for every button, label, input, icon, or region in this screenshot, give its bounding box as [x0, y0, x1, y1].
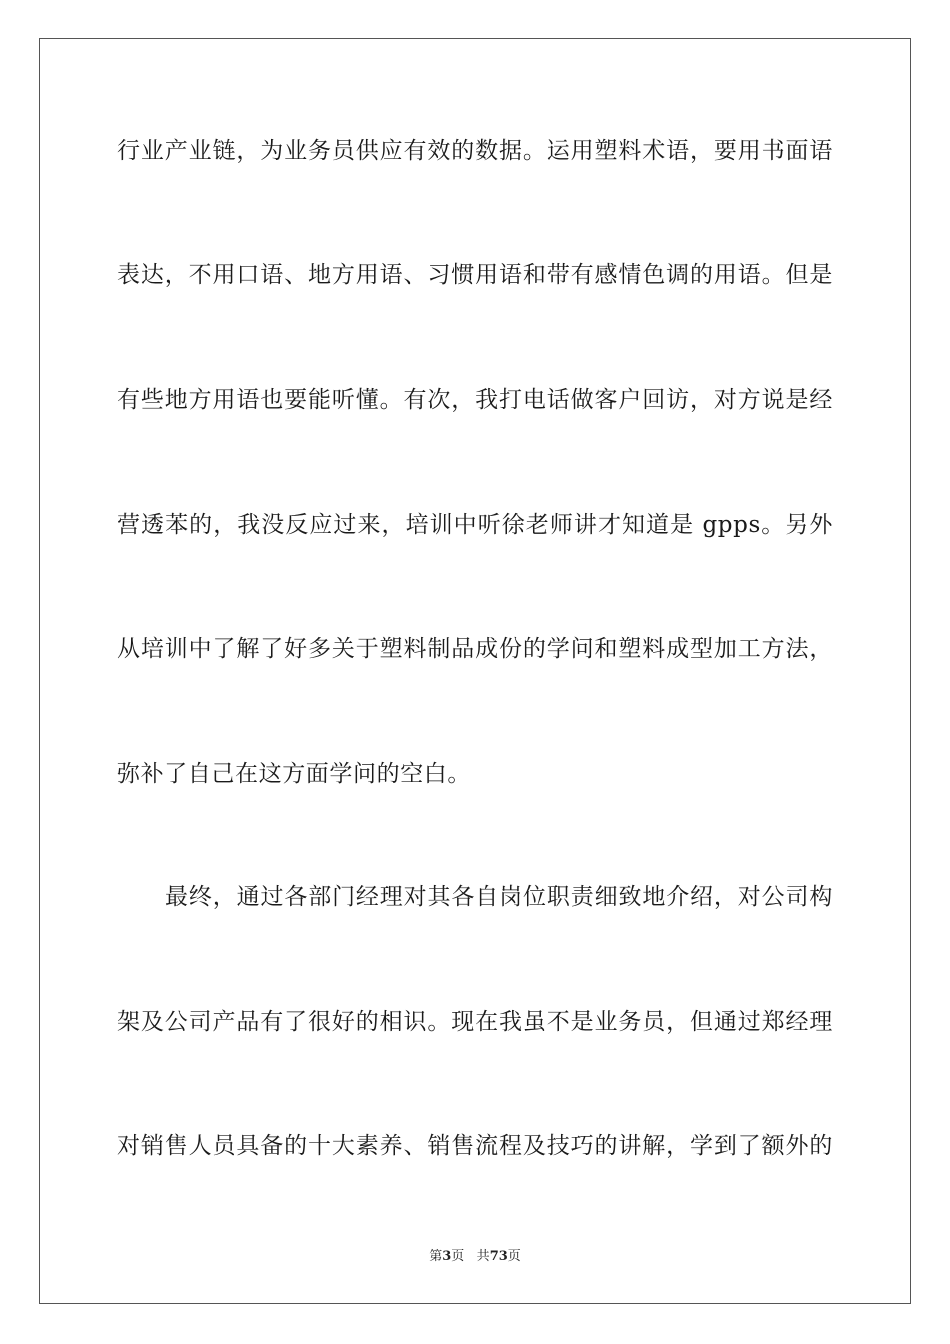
footer-total-prefix: 共 — [476, 1249, 490, 1264]
paragraph-line-7: 最终，通过各部门经理对其各自岗位职责细致地介绍，对公司构 — [165, 884, 833, 910]
paragraph-line-2: 表达，不用口语、地方用语、习惯用语和带有感情色调的用语。但是 — [117, 262, 833, 288]
page-footer — [0, 1249, 950, 1265]
footer-page-number: 3 — [442, 1249, 452, 1264]
footer-total-suffix: 页 — [507, 1249, 521, 1264]
paragraph-line-6: 弥补了自己在这方面学问的空白。 — [117, 761, 471, 787]
paragraph-line-3: 有些地方用语也要能听懂。有次，我打电话做客户回访，对方说是经 — [117, 387, 833, 413]
footer-page-suffix: 页 — [451, 1249, 465, 1264]
paragraph-line-8: 架及公司产品有了很好的相识。现在我虽不是业务员，但通过郑经理 — [117, 1009, 833, 1035]
paragraph-line-5: 从培训中了解了好多关于塑料制品成份的学问和塑料成型加工方法， — [117, 636, 833, 662]
paragraph-line-9: 对销售人员具备的十大素养、销售流程及技巧的讲解，学到了额外的 — [117, 1133, 833, 1159]
page-border — [39, 38, 911, 1304]
footer-total-pages: 73 — [489, 1249, 508, 1264]
paragraph-line-4: 营透苯的，我没反应过来，培训中听徐老师讲才知道是 gpps。另外 — [117, 512, 833, 538]
footer-page-prefix: 第 — [429, 1249, 443, 1264]
paragraph-line-1: 行业产业链，为业务员供应有效的数据。运用塑料术语，要用书面语 — [117, 138, 833, 164]
